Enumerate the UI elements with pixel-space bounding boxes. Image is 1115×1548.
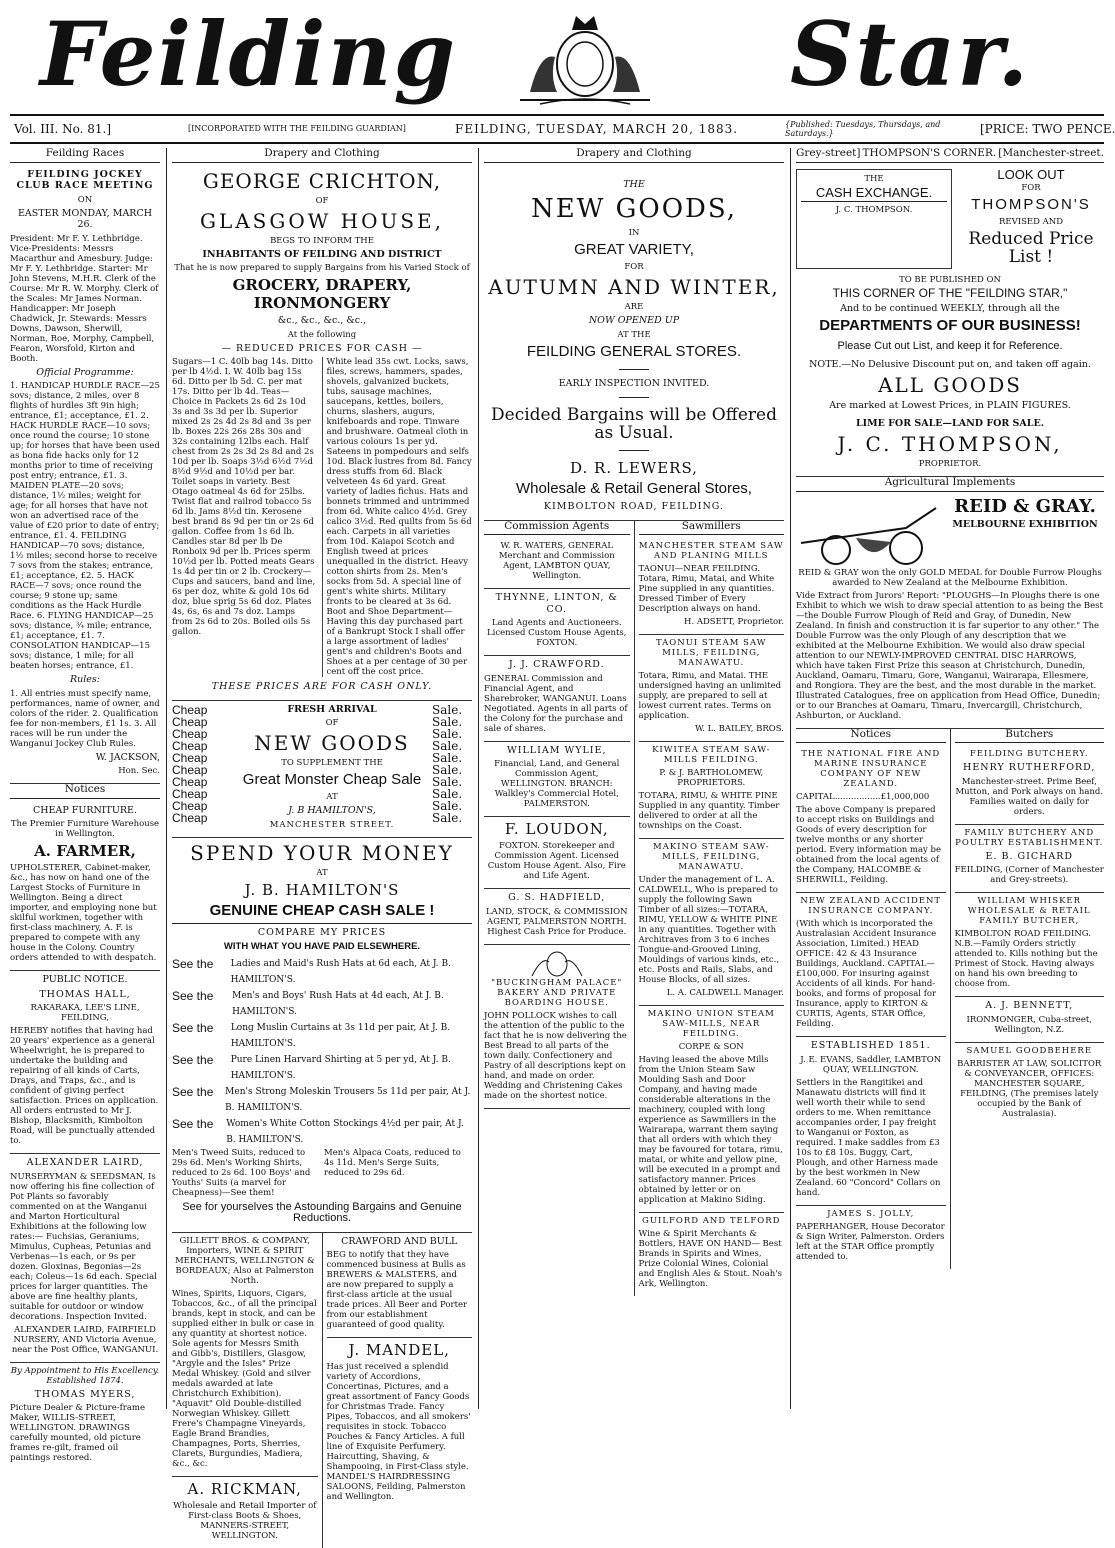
column-divider <box>790 148 791 1409</box>
taonui-mills-ad: TAONUI STEAM SAW MILLS, FEILDING, MANAWATU. Totara, Rimu, and Matai. THE undersigned having an unlimited supply, are prepared to sell at lowest current rates. Terms on application. W. L. BAILEY, BROS. <box>639 635 785 742</box>
bakery-ad: "BUCKINGHAM PALACE" BAKERY AND PRIVATE BOARDING HOUSE. JOHN POLLOCK wishes to call the attention of the public to the fact that he is now delivering the Best Bread to all parts of the town daily. Confectionery and Pastry of all descriptions kept on hand, and made on order. Wedding and Christening Cakes made on the shortest notice. <box>484 945 630 1109</box>
paperhanger-ad: JAMES S. JOLLY, PAPERHANGER, House Decorator & Sign Writer, Palmerston. Orders left at the STAR Office promptly attended to. <box>796 1208 945 1262</box>
furniture-ad: CHEAP FURNITURE. The Premier Furniture Warehouse in Wellington. A. FARMER, UPHOLSTERER, Cabinet-maker, &c., has now on hand one of the Largest Stocks of Furniture in Wellington. Being a direct importer, and employing none but skilful workmen, together with first-class machinery, A. F. is prepared to compete with any house in the Colony. Country orders attended to with despatch. <box>10 802 160 972</box>
list-item: See the Women's White Cotton Stockings 4½d per pair, At J. B. HAMILTON'S. <box>172 1116 464 1145</box>
guilford-ad: GUILFORD AND TELFORD Wine & Spirit Merchants & Bottlers, HAVE ON HAND— Best Brands in Spirits and Wines, Prize Colonial Wines, Colonial and English Ales & Stout. Noah's Ark, Wellington. <box>638 1216 782 1289</box>
incorporated-note: [INCORPORATED WITH THE FEILDING GUARDIAN] <box>188 124 406 133</box>
waters-ad: W. R. WATERS, GENERAL Merchant and Commission Agent, LAMBTON QUAY, Wellington. <box>484 538 630 589</box>
rickman-ad: A. RICKMAN, Wholesale and Retail Importer of First-class Boots & Shoes, MANNERS-STREET, WELLINGTON. <box>173 1479 317 1541</box>
public-notice-ad: PUBLIC NOTICE. THOMAS HALL, RAKARAKA, LEE'S LINE, FEILDING, HEREBY notifies that having had 20 years' experience as a general Wheelwright, he is prepared to undertake the building and repairing of all kinds of Carts, Drays, and Traps, &c., and is confident of giving perfect satisfaction. Prices on application. All orders entrusted to Mr J. Bishop, Blacksmith, Kimbolton Road, will be punctually attended to. <box>10 971 160 1154</box>
column-divider <box>478 148 479 1409</box>
wylie-ad: WILLIAM WYLIE, Financial, Land, and General Commission Agent, WELLINGTON. BRANCH: Walkley's Commercial Hotel, PALMERSTON. <box>484 742 630 818</box>
list-item: See the Men's Strong Moleskin Trousers 5s 11d per pair, At J. B. HAMILTON'S. <box>172 1084 471 1113</box>
masthead-title-right: Star. <box>790 2 1031 106</box>
hamilton-sale-ad: SPEND YOUR MONEY AT J. B. HAMILTON'S GENUINE CHEAP CASH SALE ! COMPARE MY PRICES WITH WHAT YOU HAVE PAID ELSEWHERE. See the Ladies and Maid's Rush Hats at 6d each, At J. B. HAMILTON'S. See the Men's and Boys' Rush Hats at 4d each, At J. B. HAMILTON'S. See the Long Muslin Curtains at 3s 11d per pair, At J. B. HAMILTON'S. See the Pure Linen Harvard Shirting at 5 per yd, At J. B. HAMILTON'S. See the Men's Strong Moleskin Trousers 5s 11d per pair, At J. B. HAMILTON'S. See the Women's White Cotton Stockings 4½d per pair, At J. B. HAMILTON'S. Men's Tweed Suits, reduced to 29s 6d. Men's Working Shirts, reduced to 2s 6d. 100 Boys' and Youths' Suits (a marvel for Cheapness)—See them! Men's Alpaca Coats, reduced to 4s 11d. Men's Serge Suits, reduced to 29s 6d. See for yourselves the Astounding Bargains and Genuine Reductions. <box>172 838 472 1233</box>
section-header: Butchers <box>955 729 1105 744</box>
dateline-bar <box>10 114 1115 144</box>
goodbehere-ad: SAMUEL GOODBEHERE BARRISTER AT LAW, SOLICITOR & CONVEYANCER, OFFICES: MANCHESTER SQUARE, FEILDING, (The premises lately occupied by the Bank of Australasia). <box>957 1045 1102 1119</box>
crawford-ad: J. J. CRAWFORD. GENERAL Commission and Financial Agent, and Sharebroker, WANGANUI. Loans Negotiated. Agents in all parts of the Colony for the purchase and sale of shares. <box>484 656 630 742</box>
accident-insurance-ad: NEW ZEALAND ACCIDENT INSURANCE COMPANY. (With which is incorporated the Australasian Accident Insurance Association, Limited.) HEAD OFFICE: 42 & 43 Insurance Buildings, Auckland. CAPITAL—£100,000. For insuring against Accidents of all kinds. For hand-books, and forms of proposal for Insurance, apply to KIRTON & CURTIS, Agents, STAR Office, Feilding. <box>796 893 946 1037</box>
cheap-sale-ad: Cheap Cheap Cheap Cheap Cheap Cheap Cheap Cheap Cheap Cheap FRESH ARRIVAL OF NEW GOODS TO SUPPLEMENT THE Great Monster Cheap Sale AT J. B HAMILTON'S, MANCHESTER STREET. Sale. Sale. Sale. Sale. Sale. Sale. Sale. Sale. Sale. Sale. <box>172 701 472 838</box>
race-date: EASTER MONDAY, MARCH 26. <box>17 207 153 230</box>
publish-days: {Published: Tuesdays, Thursdays, and Saturdays.} <box>785 120 941 138</box>
section-header: Notices <box>10 784 160 799</box>
list-item: See the Men's and Boys' Rush Hats at 4d each, At J. B. HAMILTON'S. <box>172 988 444 1017</box>
gillett-ad: GILLETT BROS. & COMPANY, Importers, WINE & SPIRIT MERCHANTS, WELLINGTON & BORDEAUX; Also at Palmerston North. Wines, Spirits, Liquors, Cigars, Tobaccos, &c., of all the principal brands, kept in stock, and can be supplied either in bulk or case in any quantity at shortest notice. Sole agents for Messrs Smith and Gibb's, Distillers, Glasgow, "Argyle and the Isles" Prize Medal Whiskey. (Gold and silver medals awarded at late Christchurch Exhibition). "Aquavit" Old Double-distilled Norwegian Whiskey. Gillett Frere's Champagne Vineyards, Eagle Brand Brandies, Champagnes, Ports, Sherries, Clarets, Burgundies, Madiera, &c., &c. <box>172 1233 318 1477</box>
club-title: FEILDING JOCKEY CLUB RACE MEETING <box>16 168 154 191</box>
column-3 <box>484 148 784 1409</box>
thompson-ad: THE CASH EXCHANGE. J. C. THOMPSON. LOOK OUT FOR THOMPSON'S REVISED AND Reduced Price List ! TO BE PUBLISHED ON THIS CORNER OF THE "FEILDING STAR," And to be continued WEEKLY, through all the DEPARTMENTS OF OUR BUSINESS! Please Cut out List, and keep it for Reference. NOTE.—No Delusive Discount put on, and taken off again. ALL GOODS Are marked at Lowest Prices, in PLAIN FIGURES. LIME FOR SALE—LAND FOR SALE. J. C. THOMPSON, PROPRIETOR. <box>796 166 1104 478</box>
whisker-ad: WILLIAM WHISKER WHOLESALE & RETAIL FAMILY BUTCHER, KIMBOLTON ROAD FEILDING. N.B.—Family Orders strictly attended to. Kills nothing but the Primest of Stock. Having always on hand his own breeding to choose from. <box>955 893 1105 997</box>
cheap-column: Cheap Cheap Cheap Cheap Cheap Cheap Cheap Cheap Cheap Cheap <box>172 702 208 825</box>
section-header: Commission Agents <box>484 521 630 536</box>
sale-column: Sale. Sale. Sale. Sale. Sale. Sale. Sale. Sale. Sale. Sale. <box>432 702 463 825</box>
section-header: Drapery and Clothing <box>172 148 472 163</box>
list-item: See the Pure Linen Harvard Shirting at 5 per yd, At J. B. HAMILTON'S. <box>172 1052 451 1081</box>
masthead-title-left: Feilding <box>40 2 457 106</box>
manchester-mills-ad: MANCHESTER STEAM SAW AND PLANING MILLS TAONUI—NEAR FEILDING. Totara, Rimu, Matai, and White Pine supplied in any quantities. Dressed Timber of Every Description always on hand. H. ADSETT, Proprietor. <box>639 538 785 635</box>
picture-dealer-ad: By Appointment to His Excellency. Established 1874. THOMAS MYERS, Picture Dealer & Picture-frame Maker, WILLIS-STREET, WELLINGTON. DRAWINGS carefully mounted, old picture frames re-gilt, framed oil paintings restored. <box>10 1365 160 1463</box>
nursery-ad: ALEXANDER LAIRD, NURSERYMAN & SEEDSMAN, Is now offering his fine collection of Pot Plants so favorably commented on at the Wanganui and Marton Horticultural Exhibitions at the following low rates:— Fuchsias, Geraniums, Mimulus, Cupheas, Petunias and Verbenas—1s each, or 9s per dozen. Gloxinas, Begonias—2s each; Coleus—1s 6d each. Special prices for larger quantities. The above are fine healthy plants, suitable for outdoor or window decorations. Inspection Invited. ALEXANDER LAIRD, FAIRFIELD NURSERY, AND Victoria Avenue, near the Post Office, WANGANUI. <box>10 1154 160 1363</box>
thynne-ad: THYNNE, LINTON, & CO. Land Agents and Auctioneers. Licensed Custom House Agents, FOXTON. <box>484 589 630 656</box>
issue-date: FEILDING, TUESDAY, MARCH 20, 1883. <box>455 122 739 136</box>
rutherford-ad: FEILDING BUTCHERY. HENRY RUTHERFORD, Manchester-street. Prime Beef, Mutton, and Pork always on hand. Families waited on daily for orders. <box>955 746 1105 825</box>
list-item: See the Ladies and Maid's Rush Hats at 6d each, At J. B. HAMILTON'S. <box>172 956 451 985</box>
section-header: Agricultural Implements <box>796 477 1104 492</box>
race-rules: 1. All entries must specify name, performances, name of owner, and colors of the rider. 2. Qualification fee for non-members, £1 1s. 3. All races will be run under the Wanganui Jockey Club Rules. <box>10 688 160 749</box>
volume-number: Vol. III. No. 81.] <box>14 122 112 136</box>
gichard-ad: FAMILY BUTCHERY AND POULTRY ESTABLISHMENT. E. B. GICHARD FEILDING, (Corner of Manchester and Grey-streets). <box>955 825 1105 894</box>
race-programme: 1. HANDICAP HURDLE RACE—25 sovs; distance, 2 miles, over 8 flights of hurdles 3ft 9in high; entrance, £1; acceptance, £1. 2. HACK HURDLE RACE—10 sovs; once round the course; 10 stone up; for horses that have been used as bona fide hacks only for 12 months prior to time of receiving post entry; entrance, £1. 3. MAIDEN PLATE—20 sovs; distance, 1½ miles; weight for age; for all horses that have not won an advertised race of the value of £20 prior to date of entry; entrance, £1. 4. FEILDING HANDICAP—70 sovs; distance, 1½ miles; second horse to receive 7 sovs from the stakes; entrance, £1; acceptance, £2. 5. HACK RACE—7 sovs; once round the course; 9 stone up; same conditions as the Hack Hurdle Race. 6. FLYING HANDICAP—25 sovs; distance, ¾ mile; entrance, £1; acceptance, £1. 7. CONSOLATION HANDICAP—15 sovs; distance, 1 mile; for all beaten horses; entrance, £1. <box>10 381 160 671</box>
section-header: Feilding Races <box>10 148 160 163</box>
loudon-ad: F. LOUDON, FOXTON. Storekeeper and Commission Agent. Licensed Custom House Agent. Also, Fire and Life Agent. <box>484 817 630 889</box>
column-divider <box>166 148 167 1409</box>
royal-crest-icon <box>510 2 660 108</box>
list-item: See the Long Muslin Curtains at 3s 11d per pair, At J. B. HAMILTON'S. <box>172 1020 451 1049</box>
general-stores-ad: THE NEW GOODS, IN GREAT VARIETY, FOR AUTUMN AND WINTER, ARE NOW OPENED UP AT THE FEILDING GENERAL STORES. EARLY INSPECTION INVITED. Decided Bargains will be Offered as Usual. D. R. LEWERS, Wholesale & Retail General Stores, KIMBOLTON ROAD, FEILDING. <box>484 166 784 521</box>
union-mills-ad: MAKINO UNION STEAM SAW-MILLS, NEAR FEILDING. CORPE & SON Having leased the above Mills from the Union Steam Saw Moulding Sash and Door Company, and having made considerable alterations in the machinery, coupled with long experience as Sawmillers in the Wairarapa, warrant them saying that all orders with which they may be favoured for totara, rimu, matai, or white and yellow pine, will be executed in a prompt and satisfactory manner. Prices obtained by letter or on application at Makino Siding. <box>639 1006 785 1213</box>
section-header: Notices <box>796 729 946 744</box>
price-list: Sugars—1 C. 40lb bag 14s. Ditto per lb 4½d. I. W. 40lb bag 15s 6d. Ditto per lb 5d. C. per mat 17s. Ditto per lb 4d. Teas—Choice in Packets 2s 6d 2s 10d 3s and 3s 3d per lb. Superior mixed 2s 2s 4d 2s 8d and 3s per lb. Boxes 22s 26s 28s 30s and 32s containing 12lbs each. Half chest from 2s 2s 3d 2s 8d and 2s 10d per lb. Soaps 3½d 6½d 7½d 8½d 9½d and 10½d per bar. Toilet soaps in variety. Best Otago oatmeal 4s 6d for 25lbs. Twist flat and railrod tobacco 5s 6d lb. Jams 8½d tin. Kerosene best brand 8s 9d per tin or 2s 6d gallon. Coffee from 1s 6d lb. Candles star 8d per lb De Ronboix 9d per lb. Prices sperm 10½d per lb. Potted meats Gears 1s 4d per tin or 2 lb. Crockery—Cups and saucers, band and line, 6s per doz, white & gold 10s 6d doz, blue sprig 5s 6d doz. Plates 4s, 6s, 6s and 7s doz. Lamps from 2s 6d to 20s. Boiled oils 5s gallon. White lead 35s cwt. Locks, saws, files, screws, hammers, spades, shovels, galvanized buckets, tubs, sausage machines, saucepans, kettles, boilers, churns, slashers, augurs, knifeboards and rope. Tinware and brushware. Oatmeal cloth in various colours 1s per yd. Sateens in pompedours and selfs 10d. Black lustres from 8d. Fancy dress stuffs from 6d. Black velveteen 4s 6d yard. Great variety of ladies fichus. Hats and bonnets trimmed and untrimmed from 6d. White calico 4½d. Grey calico 3½d. Red quilts from 5s 6d each. Carpets in all varieties from 10d. Kaiapoi Scotch and English tweed at prices unequalled in the district. Heavy cotton shirts from 2s. Men's socks from 5d. A special line of gent's white shirts. Military fronts to be cleared at 3s 6d. Boot and Shoe Department—Having this day purchased part of a Bankrupt Stock I shall offer a large assortment of ladies' gent's and children's Boots and Shoes at a per centage of 30 per cent off the cost price. <box>172 357 472 677</box>
makino-mills-ad: MAKINO STEAM SAW-MILLS, FEILDING, MANAWATU. Under the management of L. A. CALDWELL, Who is prepared to supply the following Sawn Timber of all sizes:—TOTARA, RIMU, YELLOW & WHITE PINE in any quantities. Together with Architraves from 3 to 6 inches Tongue-and-Grooved Lining, Mouldings of various kinds, etc., etc. Posts and Rails, Slabs, and House Blocks, of all sizes. L. A. CALDWELL Manager. <box>639 839 785 1006</box>
fire-insurance-ad: THE NATIONAL FIRE AND MARINE INSURANCE COMPANY OF NEW ZEALAND. CAPITAL.................£1,000,000 The above Company is prepared to accept risks on Buildings and Goods of every description for twelve months or any shorter period. Every information may be obtained from the local agents of the Company, HALCOMBE & SHERWILL, Feilding. <box>796 746 946 893</box>
glasgow-house-ad: GEORGE CRICHTON, OF GLASGOW HOUSE, BEGS TO INFORM THE INHABITANTS OF FEILDING AND DISTRICT That he is now prepared to supply Bargains from his Varied Stock of GROCERY, DRAPERY, IRONMONGERY &c., &c., &c., &c., At the following — REDUCED PRICES FOR CASH — Sugars—1 C. 40lb bag 14s. Ditto per lb 4½d. I. W. 40lb bag 15s 6d. Ditto per lb 5d. C. per mat 17s. Ditto per lb 4d. Teas—Choice in Packets 2s 6d 2s 10d 3s and 3s 3d per lb. Superior mixed 2s 2s 4d 2s 8d and 3s per lb. Boxes 22s 26s 28s 30s and 32s containing 12lbs each. Half chest from 2s 2s 3d 2s 8d and 2s 10d per lb. Soaps 3½d 6½d 7½d 8½d 9½d and 10½d per bar. Toilet soaps in variety. Best Otago oatmeal 4s 6d for 25lbs. Twist flat and railrod tobacco 5s 6d lb. Jams 8½d tin. Kerosene best brand 8s 9d per tin or 2s 6d gallon. Coffee from 1s 6d lb. Candles star 8d per lb De Ronboix 9d per lb. Prices sperm 10½d per lb. Potted meats Gears 1s 4d per tin or 2 lb. Crockery—Cups and saucers, band and line, 6s per doz, white & gold 10s 6d doz, blue sprig 5s 6d doz. Plates 4s, 6s, 6s and 7s doz. Lamps from 2s 6d to 20s. Boiled oils 5s gallon. White lead 35s cwt. Locks, saws, files, screws, hammers, spades, shovels, galvanized buckets, tubs, sausage machines, saucepans, kettles, boilers, churns, slashers, augurs, knifeboards and rope. Tinware and brushware. Oatmeal cloth in various colours 1s per yd. Sateens in pompedours and selfs 10d. Black lustres from 8d. Fancy dress stuffs from 6d. Black velveteen 4s 6d yard. Great variety of ladies fichus. Hats and bonnets trimmed and untrimmed from 6d. White calico 4½d. Grey calico 3½d. Red quilts from 5s 6d each. Carpets in all varieties from 10d. Kaiapoi Scotch and English tweed at prices unequalled in the district. Heavy cotton shirts from 2s. Men's socks from 5d. A special line of gent's white shirts. Military fronts to be cleared at 3s 6d. Boot and Shoe Department—Having this day purchased part of a Bankrupt Stock I shall offer a large assortment of ladies' gent's and children's Boots and Shoes at a per centage of 30 per cent off the cost price. THESE PRICES ARE FOR CASH ONLY. <box>172 166 472 701</box>
column-1 <box>10 147 160 1463</box>
column-4 <box>796 148 1104 1409</box>
hadfield-ad: G. S. HADFIELD, LAND, STOCK, & COMMISSION AGENT, PALMERSTON NORTH. Highest Cash Price for Produce. <box>484 889 630 945</box>
masthead <box>0 0 1114 112</box>
section-header: Grey-street] THOMPSON'S CORNER. [Manchester-street. <box>796 148 1104 163</box>
crest-icon <box>527 948 587 978</box>
mandel-ad: J. MANDEL, Has just received a splendid variety of Accordions, Concertinas, Pictures, and a great assortment of Fancy Goods for Christmas Trade. Fancy Pipes, Tobaccos, and all smokers' requisites in stock. Tobacco Pouches & Fancy Articles. A full line of Exquisite Perfumery. Haircutting, Shaving, & Shampooing, in First-Class style. MANDEL'S HAIRDRESSING SALOONS, Feilding, Palmerston and Wellington. <box>326 1341 471 1502</box>
bennett-ad: A. J. BENNETT, IRONMONGER, Cuba-street, Wellington, N.Z. <box>955 997 1105 1043</box>
kiwitea-mills-ad: KIWITEA STEAM SAW-MILLS FEILDING. P. & J. BARTHOLOMEW, PROPRIETORS. TOTARA, RIMU, & WHITE PINE Supplied in any quantity. Timber delivered to order at all the townships on the Coast. <box>639 742 785 839</box>
plough-icon <box>796 498 946 568</box>
race-meeting-ad: FEILDING JOCKEY CLUB RACE MEETING ON EASTER MONDAY, MARCH 26. President: Mr F. Y. Lethbridge. Vice-Presidents: Messrs Macarthur and Amesbury. Judge: Mr F. Y. Lethbridge. Starter: Mr John Stevens, M.H.R. Clerk of the Course: Mr R. W. Morphy. Clerk of the Scales: Mr James Norman. Handicapper: Mr Joseph Chadwick, Jr. Stewards: Messrs Downs, Dawson, Sherwill, Norman, Roe, Morphy, Campbell, Fearon, Worsfold, Kirton and Booth. Official Programme: 1. HANDICAP HURDLE RACE—25 sovs; distance, 2 miles, over 8 flights of hurdles 3ft 9in high; entrance, £1; acceptance, £1. 2. HACK HURDLE RACE—10 sovs; once round the course; 10 stone up; for horses that have been used as bona fide hacks only for 12 months prior to time of receiving post entry; entrance, £1. 3. MAIDEN PLATE—20 sovs; distance, 1½ miles; weight for age; for all horses that have not won an advertised race of the value of £20 prior to date of entry; entrance, £1. 4. FEILDING HANDICAP—70 sovs; distance, 1½ miles; second horse to receive 7 sovs from the stakes; entrance, £1; acceptance, £2. 5. HACK RACE—7 sovs; once round the course; 9 stone up; same conditions as the Hack Hurdle Race. 6. FLYING HANDICAP—25 sovs; distance, ¾ mile; entrance, £1; acceptance, £1. 7. CONSOLATION HANDICAP—15 sovs; distance, 1 mile; for all beaten horses; entrance, £1. Rules: 1. All entries must specify name, performances, name of owner, and colors of the rider. 2. Qualification fee for non-members, £1 1s. 3. All races will be run under the Wanganui Jockey Club Rules. W. JACKSON, Hon. Sec. <box>10 166 160 785</box>
race-officials: President: Mr F. Y. Lethbridge. Vice-Presidents: Messrs Macarthur and Amesbury. Judge: Mr F. Y. Lethbridge. Starter: Mr John Stevens, M.H.R. Clerk of the Course: Mr R. W. Morphy. Clerk of the Scales: Mr James Norman. Handicapper: Mr Joseph Chadwick, Jr. Stewards: Messrs Downs, Dawson, Sherwill, Norman, Roe, Morphy, Campbell, Fearon, Worsfold, Kirton and Booth. <box>10 233 159 364</box>
column-2 <box>172 147 472 1541</box>
saddler-ad: ESTABLISHED 1851. J. E. EVANS, Saddler, LAMBTON QUAY, WELLINGTON. Settlers in the Rangitikei and Manawatu districts will find it well worth their while to send orders to me. When remittance accompanies order, I pay freight to Wanganui or Foxton, as required. I make saddles from £3 10s to £8 10s. Buggy, Cart, Plough, and other Harness made by the best workmen in New Zealand. 60 "Concord" Collars on hand. <box>796 1037 946 1206</box>
section-header: Sawmillers <box>639 521 785 536</box>
brewers-ad: CRAWFORD AND BULL BEG to notify that they have commenced business at Bulls as BREWERS & MALSTERS, and are now prepared to supply a first-class article at the usual trade prices. All Beer and Porter from our establishment guaranteed of good quality. <box>327 1233 473 1339</box>
reid-gray-ad: REID & GRAY. MELBOURNE EXHIBITION REID & GRAY won the only GOLD MEDAL for Double Furrow Ploughs awarded to New Zealand at the Melbourne Exhibition. Vide Extract from Jurors' Report: "PLOUGHS—In Ploughs there is one Exhibit to which we wish to draw special attention to as being the Best—the Double Furrow Plough of Reid and Gray, of Dunedin, New Zealand. In finish and construction it is far superior to any other." The Double Furrow was the only Plough of any description that we exhibited at the Melbourne Exhibition. We would also draw special attention to our NEWLY-IMPROVED CENTRAL DISC HARROWS, which have taken First Prize this season at Christchurch, Dunedin, Auckland, Oamaru, Timaru, Gore, Wanganui, Wairarapa, Ellesmere, and Rongiora. They are the best, and the most durable in the market. Illustrated Catalogues, free on application from Head Office, Dunedin; or to our Branches at Oamaru, Timaru, Invercargill, Christchurch, Ashburton, or Auckland. <box>796 495 1104 729</box>
price: [PRICE: TWO PENCE. <box>980 122 1115 136</box>
section-header: Drapery and Clothing <box>484 148 784 163</box>
